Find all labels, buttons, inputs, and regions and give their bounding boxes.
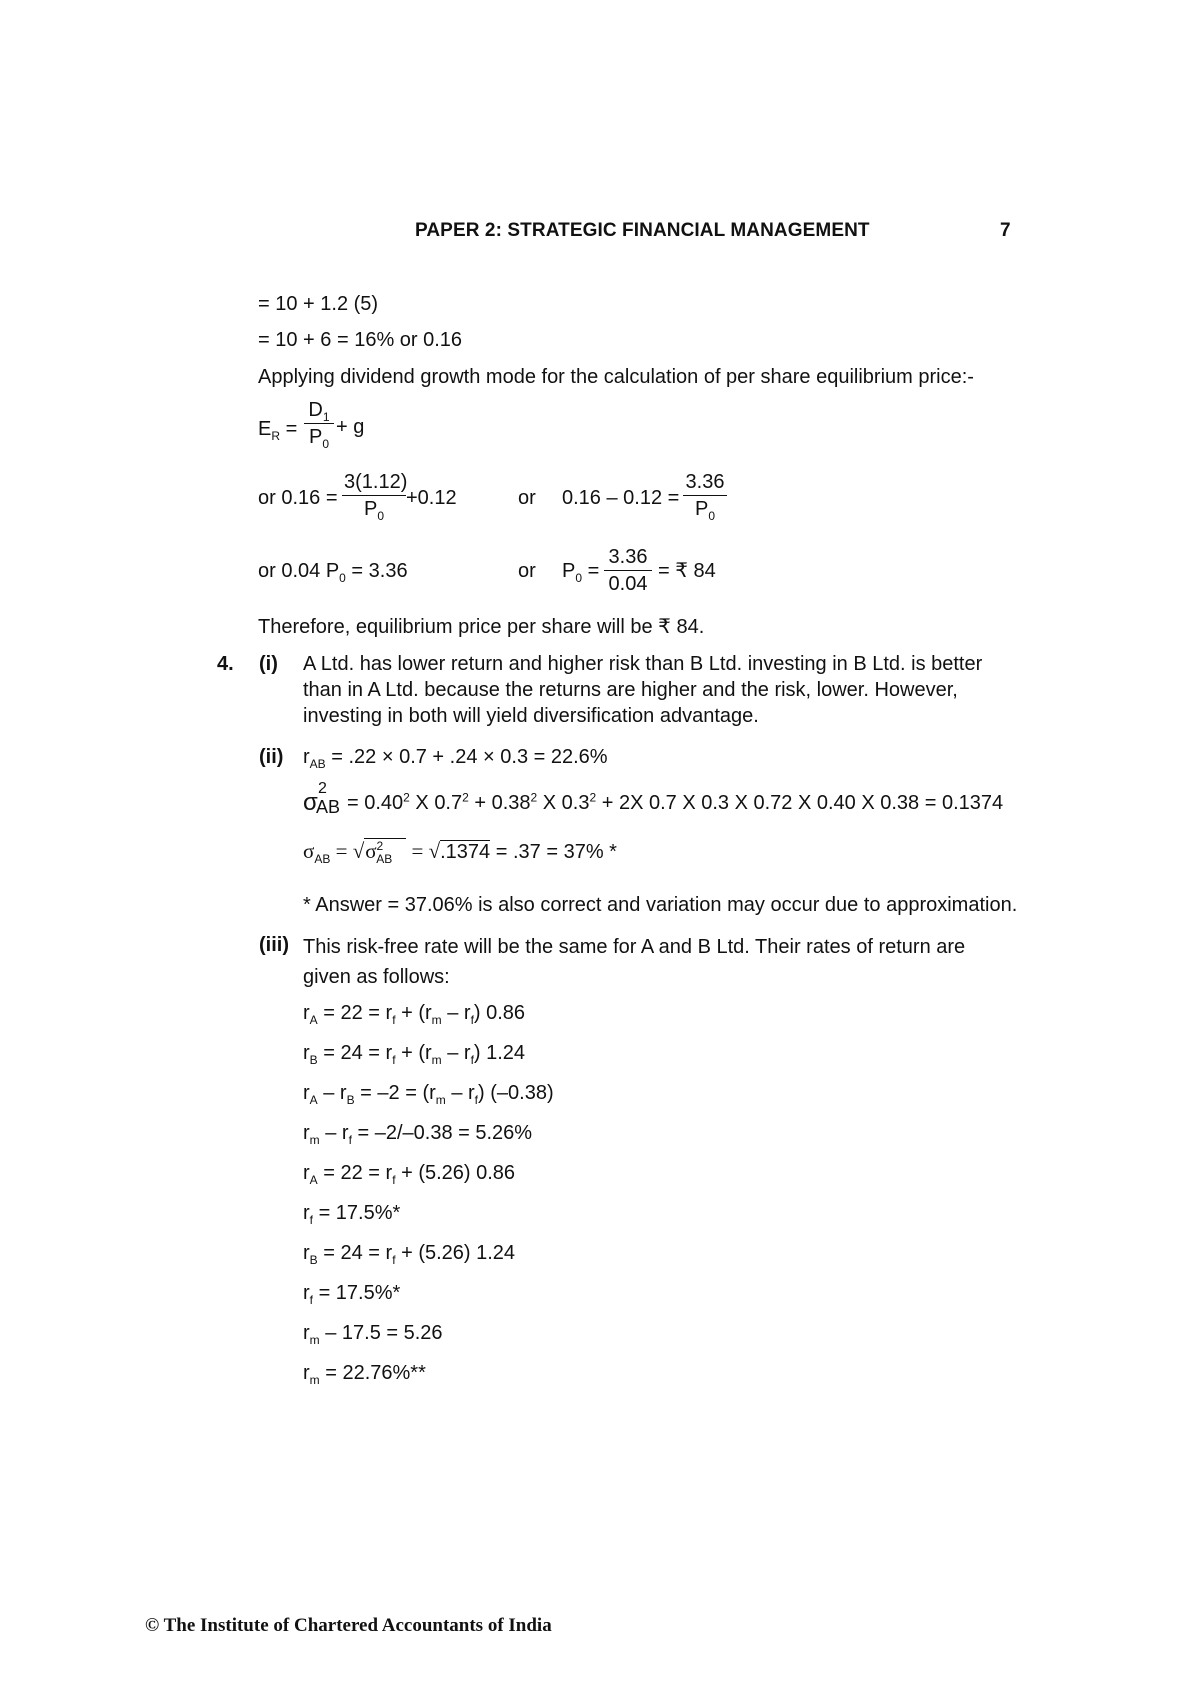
part-ii-label: (ii) <box>259 746 284 768</box>
calc-conclusion: Therefore, equilibrium price per share will be ₹ 84. <box>258 616 705 638</box>
row1-or: or <box>518 487 536 509</box>
capm-equation-line: $r_m - r_f = -2/-0.38 = 5.26\%$ <box>303 1122 533 1147</box>
capm-equation-line: $r_m = 22.76\%**$ <box>303 1362 426 1387</box>
approximation-note: * Answer = 37.06% is also correct and variation may occur due to approximation. <box>303 894 1018 916</box>
capm-equation-line: $r_B = 24 = r_f + (5.26)$ 1.24 <box>303 1242 516 1267</box>
part-i-label: (i) <box>259 653 278 675</box>
capm-equation-line: $r_A = 22 = r_f + (5.26)$ 0.86 <box>303 1162 516 1187</box>
row1-left-tail: +0.12 <box>406 487 457 509</box>
page-title: PAPER 2: STRATEGIC FINANCIAL MANAGEMENT <box>415 220 870 241</box>
std-dev-line: $\sigma_{AB} = √\sigma^2_{AB} = √.1374 = .37 = 37\%$ * <box>303 839 617 867</box>
row2-or: or <box>518 560 536 582</box>
row2-left: or 0.04 $P_0 = 3.36$ <box>258 560 408 585</box>
question-number: 4. <box>217 653 234 675</box>
calc-line-2: = 10 + 6 = 16% or 0.16 <box>258 329 463 351</box>
row1-left-fraction: 3(1.12) $P_0$ <box>344 471 408 523</box>
page-number: 7 <box>1000 220 1011 241</box>
part-iii-text: This risk-free rate will be the same for A and B Ltd. Their rates of return are given as follows: <box>303 936 966 988</box>
capm-equation-line: $r_A = 22 = r_f + (r_m - r_f)$ 0.86 <box>303 1002 526 1027</box>
capm-equation-line: $r_m - 17.5 = 5.26$ <box>303 1322 443 1347</box>
formula-lhs: $E_R$ = <box>258 418 298 443</box>
capm-equation-line: $r_f = 17.5\%*$ <box>303 1282 401 1307</box>
row1-right-fraction: 3.36 $P_0$ <box>683 470 727 521</box>
row2-right-fraction: 3.36 0.04 <box>604 545 652 596</box>
footer-copyright: © The Institute of Chartered Accountants of India <box>145 1615 552 1636</box>
row1-left-prefix: or 0.16 = <box>258 487 338 509</box>
row1-right-prefix: 0.16 – 0.12 = <box>562 487 680 509</box>
row2-right-tail: = ₹ 84 <box>658 560 716 582</box>
r-ab-line: $r_{AB} = .22 \times 0.7 + .24 \times 0.3 = 22.6\%$ <box>303 746 608 771</box>
formula-tail: + g <box>336 416 365 438</box>
part-iii-label: (iii) <box>259 934 289 956</box>
calc-line-1: = 10 + 1.2 (5) <box>258 293 379 315</box>
part-i-text: A Ltd. has lower return and higher risk than B Ltd. investing in B Ltd. is better than in A Ltd. because the returns are higher and the risk, lower. However, investing in both will yield diversification advantage. <box>303 653 983 727</box>
capm-equation-line: $r_B = 24 = r_f + (r_m - r_f)$ 1.24 <box>303 1042 526 1067</box>
capm-equation-line: $r_f = 17.5\%*$ <box>303 1202 401 1227</box>
row2-right-prefix: $P_0$ = <box>562 560 600 585</box>
formula-fraction: $D_1$ $P_0$ <box>304 398 334 449</box>
calc-intro: Applying dividend growth mode for the calculation of per share equilibrium price:- <box>258 366 974 388</box>
document-page: PAPER 2: STRATEGIC FINANCIAL MANAGEMENT 7 = 10 + 1.2 (5) = 10 + 6 = 16% or 0.16 Applying dividend growth mode for the calculation of per share equilibrium price:- $E_R$ = $D_1$ $P_0$ + g or 0.16 = 3(1.12) $P_0$ +0.12 or 0.16 – 0.12 = 3.36 $P_0$ or 0.04 $P_0 = 3.36$ or $P_0$ = 3.36 0.04 = ₹ 84 Therefore, equilibrium price per share will be ₹ 84. 4. (i) A Ltd. has lower return and higher risk than B Ltd. investing in B Ltd. is better than in A Ltd. because the returns are higher and the risk, lower. However, investing in both will yield diversification advantage. (ii) $r_{AB} = .22 \times 0.7 + .24 \times 0.3 = 22.6\%$ σ 2 AB = $0.40^2$ X $0.7^2 + 0.38^2$ X $0.3^2 + 2X$ 0.7 X 0.3 X 0.72 X 0.40 X 0.38 = 0.1374 $\sigma_{AB} = √\sigma^2_{AB} = √.1374 = .37 = 37\%$ * * Answer = 37.06% is also correct and variation may occur due to approximation. (iii) This risk-free rate will be the same for A and B Ltd. Their rates of return are given as follows: $r_A = 22 = r_f + (r_m - r_f)$ 0.86 $r_B = 24 = r_f + (r_m - r_f)$ 1.24 $r_A - r_B = -2 = (r_m - r_f)$ (–0.38) $r_m - r_f = -2/-0.38 = 5.26\%$ $r_A = 22 = r_f + (5.26)$ 0.86 $r_f = 17.5\%*$ $r_B = 24 = r_f + (5.26)$ 1.24 $r_f = 17.5\%*$ $r_m - 17.5 = 5.26$ $r_m = 22.76\%**$ © The Institute of Chartered Accountants of India <box>145 220 1018 1636</box>
capm-equation-line: $r_A - r_B = -2 = (r_m - r_f)$ (–0.38) <box>303 1082 554 1107</box>
